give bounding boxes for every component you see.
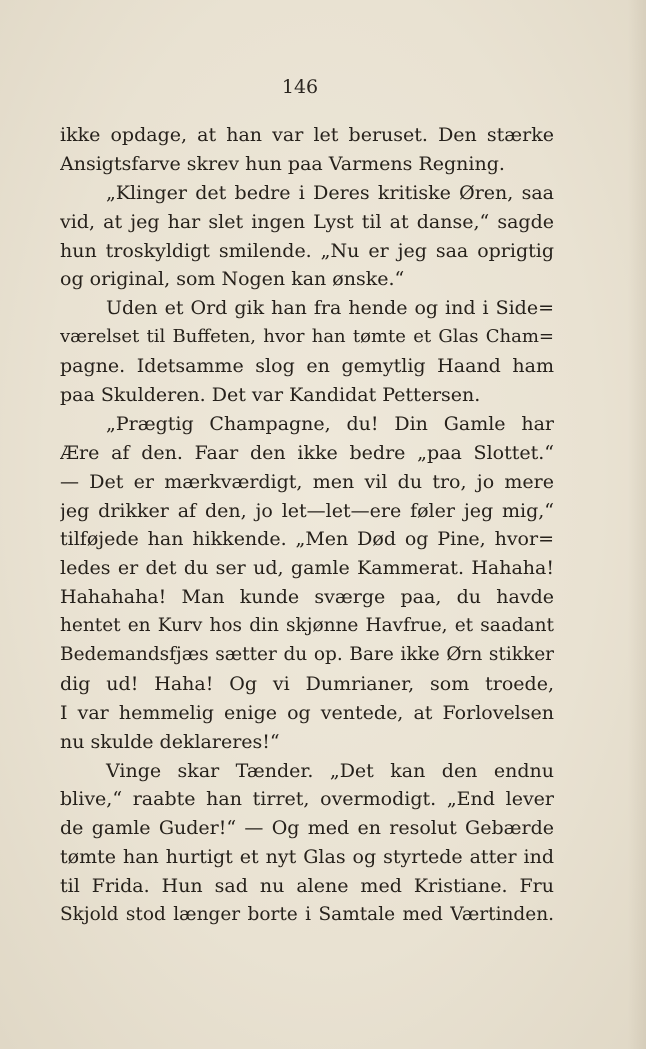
text-line: jeg drikker af den, jo let—let—ere føler jeg mig,“ xyxy=(60,499,554,522)
text-line: Bedemandsfjæs sætter du op. Bare ikke Ørn stikker xyxy=(60,644,554,666)
text-line: tilføjede han hikkende. „Men Død og Pine, hvor= xyxy=(60,528,554,551)
text-line: „Prægtig Champagne, du! Din Gamle har xyxy=(106,412,554,435)
text-line: vid, at jeg har slet ingen Lyst til at danse,“ sagde xyxy=(60,210,554,233)
text-line: Ære af den. Faar den ikke bedre „paa Slottet.“ xyxy=(60,441,554,464)
text-line: de gamle Guder!“ — Og med en resolut Gebærde xyxy=(60,817,554,840)
text-line: tømte han hurtigt et nyt Glas og styrtede atter ind xyxy=(60,846,554,869)
text-line: hun troskyldigt smilende. „Nu er jeg saa oprigtig xyxy=(60,239,554,262)
text-line: I var hemmelig enige og ventede, at Forlovelsen xyxy=(60,701,554,724)
text-line: Vinge skar Tænder. „Det kan den endnu xyxy=(106,759,554,782)
text-line: Uden et Ord gik han fra hende og ind i Side= xyxy=(106,297,554,320)
text-line: nu skulde deklareres!“ xyxy=(60,730,280,753)
text-line: og original, som Nogen kan ønske.“ xyxy=(60,268,405,291)
text-line: „Klinger det bedre i Deres kritiske Øren, saa xyxy=(106,181,554,204)
text-line: hentet en Kurv hos din skjønne Havfrue, et saadant xyxy=(60,615,554,637)
text-line: — Det er mærkværdigt, men vil du tro, jo mere xyxy=(60,470,554,493)
text-line: værelset til Buffeten, hvor han tømte et Glas Cham= xyxy=(60,326,554,348)
page-spine-shadow xyxy=(628,0,646,1049)
text-line: blive,“ raabte han tirret, overmodigt. „End lever xyxy=(60,788,554,811)
text-line: paa Skulderen. Det var Kandidat Pettersen. xyxy=(60,384,481,407)
text-line: Hahahaha! Man kunde sværge paa, du havde xyxy=(60,586,554,609)
text-line: pagne. Idetsamme slog en gemytlig Haand ham xyxy=(60,355,554,378)
text-line: til Frida. Hun sad nu alene med Kristiane. Fru xyxy=(60,875,554,898)
body-text xyxy=(60,121,554,930)
text-line: Skjold stod længer borte i Samtale med Værtinden. xyxy=(60,904,554,926)
page-number: 146 xyxy=(281,76,319,98)
text-line: ikke opdage, at han var let beruset. Den stærke xyxy=(60,124,554,146)
text-line: Ansigtsfarve skrev hun paa Varmens Regning. xyxy=(60,152,505,175)
text-line: dig ud! Haha! Og vi Dumrianer, som troede, xyxy=(60,672,554,695)
text-line: ledes er det du ser ud, gamle Kammerat. Hahaha! xyxy=(60,557,554,580)
